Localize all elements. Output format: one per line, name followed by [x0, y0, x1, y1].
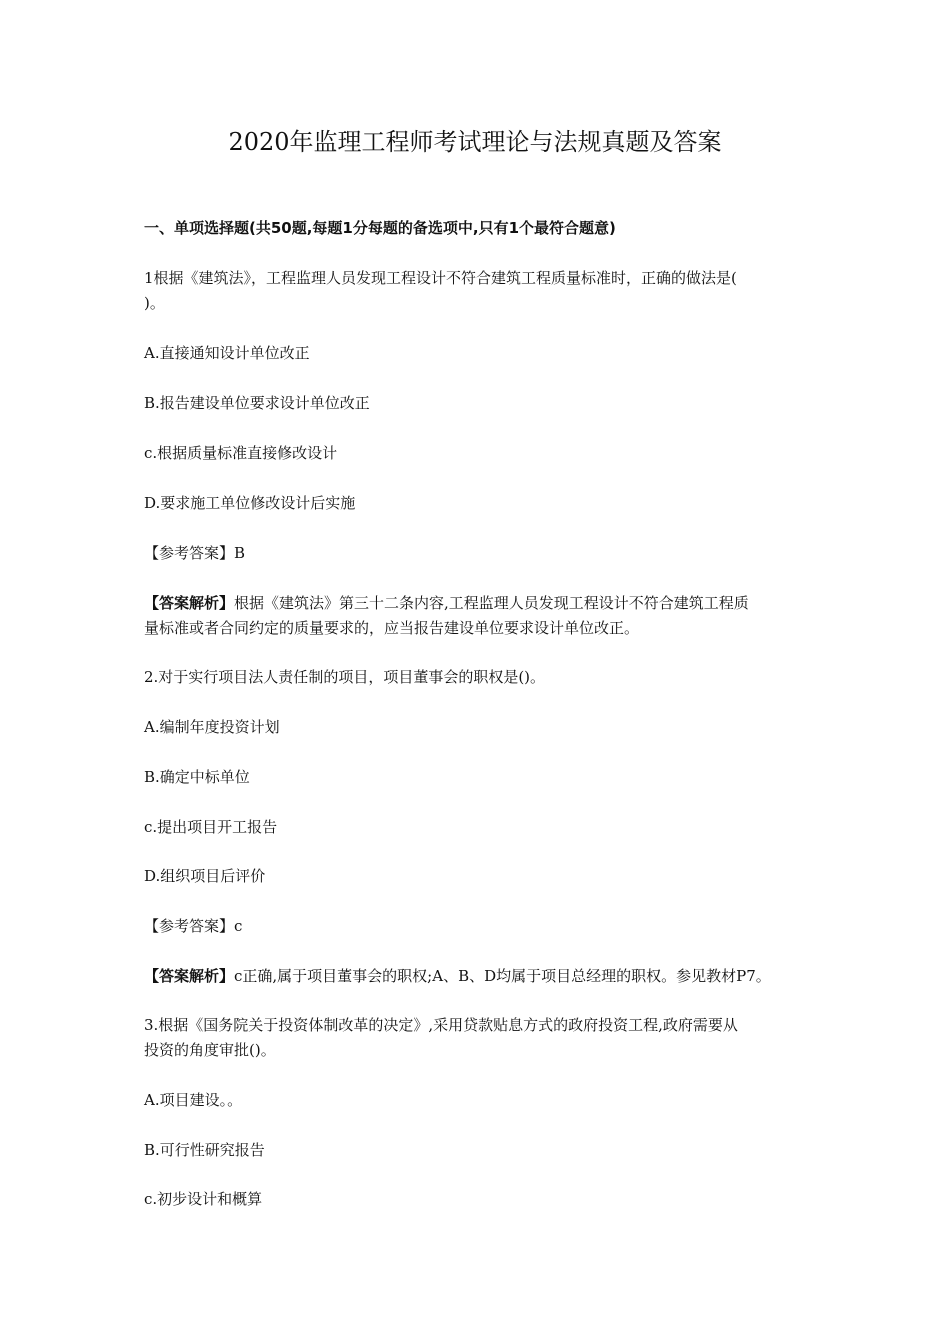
- question-3-stem-line-1: 3.根据《国务院关于投资体制改革的决定》,采用贷款贴息方式的政府投资工程,政府需要从: [144, 1016, 738, 1034]
- question-1-stem-line-1: 1根据《建筑法》，工程监理人员发现工程设计不符合建筑工程质量标准时，正确的做法是(: [144, 269, 737, 287]
- question-1-option-d: D.要求施工单位修改设计后实施: [144, 494, 356, 512]
- question-3-option-a: A.项目建设。。: [144, 1091, 243, 1109]
- question-2-option-d: D.组织项目后评价: [144, 867, 266, 885]
- question-3-stem-line-2: 投资的角度审批()。: [144, 1041, 276, 1059]
- document-title: 2020年监理工程师考试理论与法规真题及答案: [228, 128, 722, 156]
- question-1-option-c: c.根据质量标准直接修改设计: [144, 444, 338, 462]
- question-2-option-c: c.提出项目开工报告: [144, 818, 278, 836]
- question-1-option-b: B.报告建设单位要求设计单位改正: [144, 394, 370, 412]
- question-2-option-b: B.确定中标单位: [144, 768, 250, 786]
- question-3-option-b: B.可行性研究报告: [144, 1141, 265, 1159]
- question-1-option-a: A.直接通知设计单位改正: [144, 344, 310, 362]
- question-2-analysis: [144, 964, 814, 989]
- analysis-text: 根据《建筑法》第三十二条内容,工程监理人员发现工程设计不符合建筑工程质: [234, 594, 749, 612]
- analysis-label: 【答案解析】: [144, 594, 235, 612]
- question-1-answer: 【参考答案】B: [144, 544, 246, 562]
- question-3-option-c: c.初步设计和概算: [144, 1190, 263, 1208]
- question-1-stem-line-2: )。: [144, 294, 165, 312]
- question-2-answer: 【参考答案】c: [144, 917, 243, 935]
- question-1-analysis-line-2: 量标准或者合同约定的质量要求的，应当报告建设单位要求设计单位改正。: [144, 619, 640, 637]
- question-1-analysis-line-1: [144, 591, 814, 616]
- question-2-stem: 2.对于实行项目法人责任制的项目，项目董事会的职权是()。: [144, 668, 546, 686]
- analysis-label: 【答案解析】: [144, 967, 235, 985]
- question-2-option-a: A.编制年度投资计划: [144, 718, 280, 736]
- analysis-text: c正确,属于项目董事会的职权;A、B、D均属于项目总经理的职权。参见教材P7。: [234, 967, 771, 985]
- section-heading: 一、单项选择题(共50题,每题1分每题的备选项中,只有1个最符合题意): [144, 219, 616, 237]
